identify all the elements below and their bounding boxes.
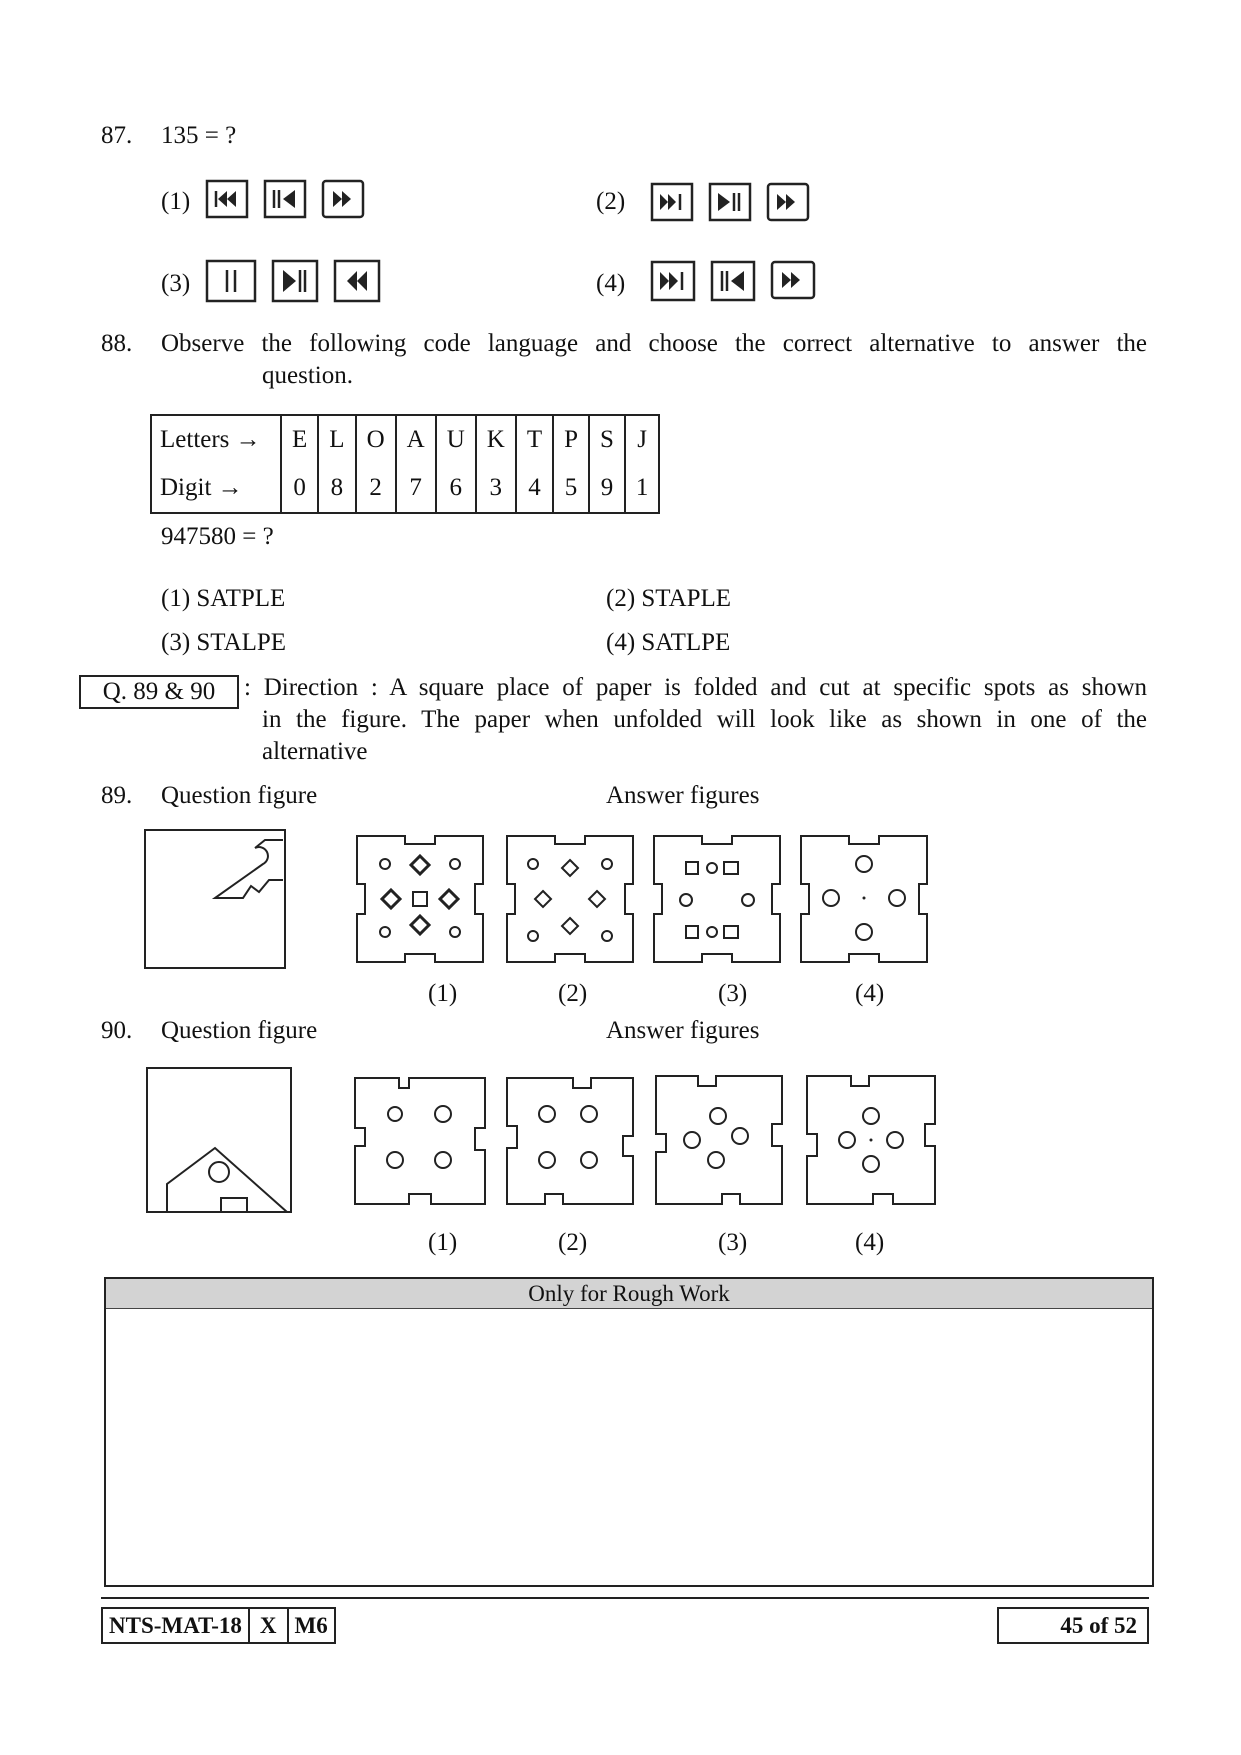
answer-figure-1 <box>351 1074 489 1208</box>
option-icons-4 <box>650 258 816 304</box>
letters-row <box>151 415 659 464</box>
answer-figure-3 <box>650 832 784 966</box>
pause-left-icon <box>263 178 307 220</box>
letter-cell: K <box>476 415 516 464</box>
question-figure <box>145 1066 293 1214</box>
row-label: Digit → <box>160 474 243 501</box>
code-table <box>150 414 660 514</box>
answer-label: (1) <box>428 980 458 1007</box>
option-label: (3) <box>161 629 191 656</box>
option-label: (3) <box>161 270 191 297</box>
answer-figure-3 <box>652 1072 786 1208</box>
fast-forward-icon <box>770 258 816 304</box>
digit-cell: 3 <box>476 464 516 513</box>
option-text: STALPE <box>196 629 287 656</box>
pause-left-icon <box>710 258 756 304</box>
exam-code: NTS-MAT-18 <box>109 1613 242 1638</box>
letter-cell: J <box>625 415 660 464</box>
option-text: SATLPE <box>641 629 731 656</box>
answer-label: (1) <box>428 1229 458 1256</box>
answer-label: (2) <box>558 980 588 1007</box>
answer-figure-2 <box>503 1074 637 1208</box>
digit-cell: 9 <box>589 464 625 513</box>
question-figure <box>143 828 289 972</box>
rewind-icon <box>333 258 381 304</box>
option-4 <box>606 629 730 657</box>
option-icons-1 <box>205 178 365 220</box>
direction-text: alternative <box>262 738 368 765</box>
option-label: (4) <box>606 629 636 656</box>
forward-bar-icon <box>650 258 696 304</box>
question-number: 88. <box>101 330 133 357</box>
option-2 <box>606 585 731 613</box>
digit-cell: 6 <box>436 464 476 513</box>
letter-cell: S <box>589 415 625 464</box>
option-icons-2 <box>650 180 810 224</box>
question-text-cont: question. <box>262 362 353 389</box>
direction-text: : Direction : A square place of paper is folded and cut at specific spots as shown <box>244 674 1147 701</box>
pause-icon <box>205 258 257 304</box>
question-text: Observe the following code language and choose the correct alternative to answer the <box>161 330 1147 357</box>
letter-cell: A <box>396 415 436 464</box>
digit-cell: 1 <box>625 464 660 513</box>
rough-work-box <box>104 1277 1154 1587</box>
question-number: 89. <box>101 782 133 809</box>
play-pause-icon <box>708 180 752 224</box>
option-label: (4) <box>596 270 626 297</box>
digit-cell: 5 <box>553 464 589 513</box>
question-number: 90. <box>101 1017 133 1044</box>
answer-label: (3) <box>718 1229 748 1256</box>
digit-cell: 4 <box>516 464 553 513</box>
letter-cell: L <box>318 415 355 464</box>
direction-box: Q. 89 & 90 <box>79 675 239 709</box>
footer-code-box <box>101 1607 336 1644</box>
row-label: Letters → <box>160 426 261 453</box>
letter-cell: T <box>516 415 553 464</box>
set-code: M6 <box>287 1609 334 1642</box>
option-text: STAPLE <box>641 585 732 612</box>
digit-cell: 7 <box>396 464 436 513</box>
answer-label: (2) <box>558 1229 588 1256</box>
digits-row <box>151 464 659 513</box>
question-figure-label: Question figure <box>161 1017 318 1044</box>
answer-figures-label: Answer figures <box>606 782 760 809</box>
answer-label: (4) <box>855 980 885 1007</box>
answer-figures-label: Answer figures <box>606 1017 760 1044</box>
digit-cell: 2 <box>356 464 396 513</box>
rewind-bar-icon <box>205 178 249 220</box>
fast-forward-icon <box>321 178 365 220</box>
rough-work-header: Only for Rough Work <box>106 1279 1152 1309</box>
letter-cell: O <box>356 415 396 464</box>
letter-cell: P <box>553 415 589 464</box>
answer-figure-1 <box>353 832 487 966</box>
option-text: SATPLE <box>196 585 286 612</box>
option-icons-3 <box>205 258 381 304</box>
page-number: 45 of 52 <box>1060 1613 1137 1638</box>
option-1 <box>161 585 285 613</box>
answer-figure-4 <box>797 832 931 966</box>
option-label: (2) <box>606 585 636 612</box>
option-label: (1) <box>161 188 191 215</box>
question-text: 135 = ? <box>161 122 237 149</box>
digit-cell: 0 <box>281 464 318 513</box>
class-code: X <box>248 1609 287 1642</box>
answer-label: (4) <box>855 1229 885 1256</box>
page-number-box <box>997 1607 1149 1644</box>
forward-bar-icon <box>650 180 694 224</box>
option-label: (1) <box>161 585 191 612</box>
answer-label: (3) <box>718 980 748 1007</box>
answer-figure-4 <box>803 1072 939 1208</box>
play-pause-icon <box>271 258 319 304</box>
question-number: 87. <box>101 122 133 149</box>
option-label: (2) <box>596 188 626 215</box>
digit-cell: 8 <box>318 464 355 513</box>
fast-forward-icon <box>766 180 810 224</box>
option-3 <box>161 629 286 657</box>
letter-cell: E <box>281 415 318 464</box>
answer-figure-2 <box>503 832 637 966</box>
direction-text: in the figure. The paper when unfolded will look like as shown in one of the <box>262 706 1147 733</box>
question-figure-label: Question figure <box>161 782 318 809</box>
code-prompt: 947580 = ? <box>161 523 274 550</box>
letter-cell: U <box>436 415 476 464</box>
footer-rule <box>101 1597 1149 1599</box>
